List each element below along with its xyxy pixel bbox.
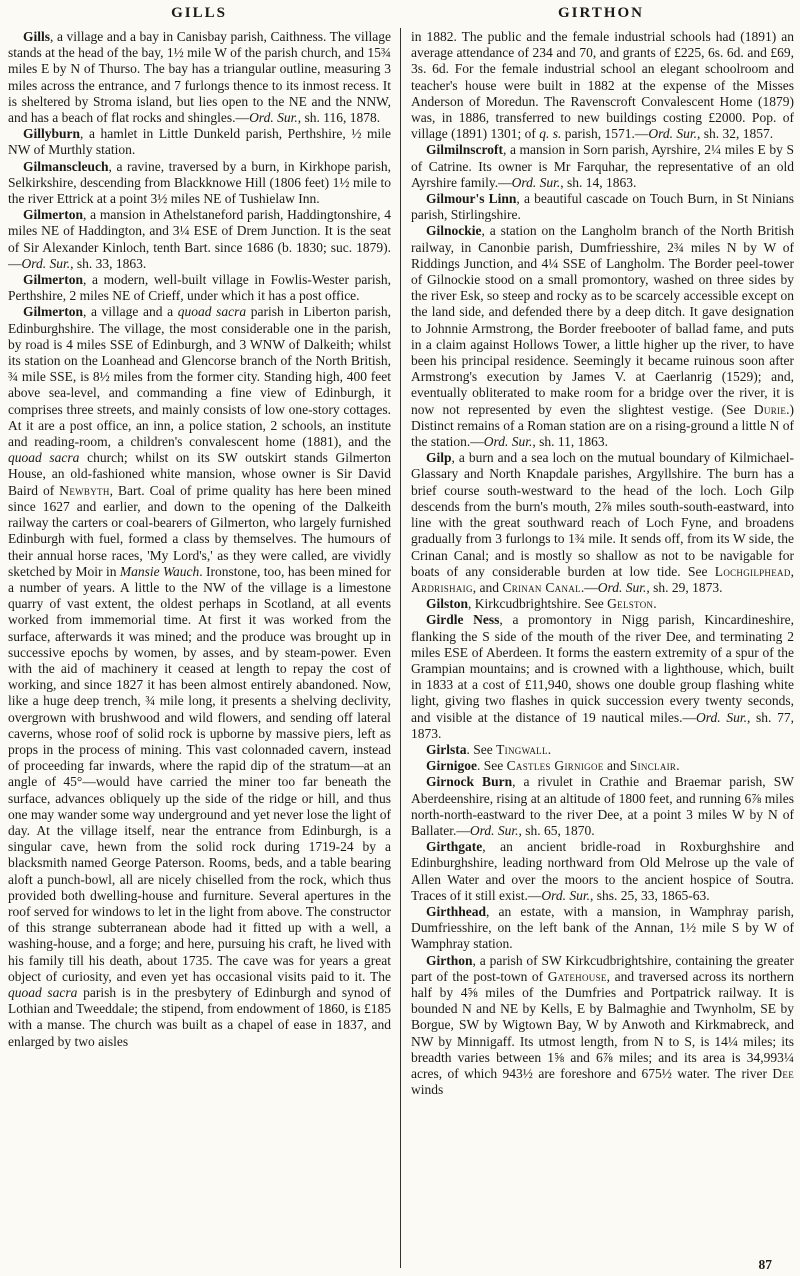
entry-paragraph: Girthhead, an estate, with a mansion, in Wamphray parish, Dumfriesshire, on the left bank of the Annan, 1½ mile S by W of Wamphray station.: [411, 903, 794, 952]
entry-paragraph: Gilnockie, a station on the Langholm branch of the North British railway, in Canonbie parish, Dumfriesshire, 2¾ miles N by W of Riddings Junction, and 4¼ SSE of Langholm. The Border peel-tower of Gilnockie stood on a small promontory, washed on three sides by the river Esk, so steep and rocky as to be scarcely accessible except on the land side, and defended there by a deep ditch. It gave designation to Johnnie Armstrong, the Border freebooter of ballad fame, and puts in a claim against Hollows Tower, a little higher up the river, to have been his principal residence. Seemingly it became ruinous soon after Armstrong's execution by James V. at Caerlanrig (1529); and, eventually obliterated to make room for a bridge over the river, it is now not represented by even the slightest vestige. (See Durie.) Distinct remains of a Roman station are on a rising-ground a little N of the station.—Ord. Sur., sh. 11, 1863.: [411, 223, 794, 450]
entry-paragraph: Gills, a village and a bay in Canisbay parish, Caithness. The village stands at the head of the bay, 1½ mile W of the parish church, and 15¾ miles E by N of Thurso. The bay has a triangular outline, measuring 3 miles across the entrance, and 7 furlongs thence to its inmost recess. It is sheltered by Stroma island, but lies open to the NE and the NNW, and has a beach of flat rocks and shingles.—Ord. Sur., sh. 116, 1878.: [8, 29, 391, 126]
entry-paragraph: Girthgate, an ancient bridle-road in Roxburghshire and Edinburghshire, leading northward from Old Melrose up the vale of Allen Water and over the moors to the ancient hospice of Soutra. Traces of it still exist.—Ord. Sur., shs. 25, 33, 1865-63.: [411, 839, 794, 903]
entry-paragraph: Gilmanscleuch, a ravine, traversed by a burn, in Kirkhope parish, Selkirkshire, descending from Blackknowe Hill (1806 feet) 1½ mile to the river Ettrick at a point 3½ miles NE of Tushielaw Inn.: [8, 158, 391, 207]
column-header-left: GILLS: [171, 5, 227, 21]
entry-paragraph: Girdle Ness, a promontory in Nigg parish, Kincardineshire, flanking the S side of the mouth of the river Dee, and terminating 2 miles ESE of Aberdeen. It forms the eastern extremity of a spur of the Grampian mountains; and is crowned with a lighthouse, which, built in 1833 at a cost of £11,940, shows one double group flashing white light, giving two flashes in quick succession every twenty seconds, and visible at the distance of 19 nautical miles.—Ord. Sur., sh. 77, 1873.: [411, 612, 794, 741]
page-number: 87: [758, 1257, 772, 1272]
entry-paragraph: Gilmerton, a mansion in Athelstaneford parish, Haddingtonshire, 4 miles NE of Haddington, and 3¼ ESE of Drem Junction. It is the seat of Sir Alexander Kinloch, tenth Bart. since 1686 (b. 1830; suc. 1879).—Ord. Sur., sh. 33, 1863.: [8, 207, 391, 271]
entry-paragraph: in 1882. The public and the female industrial schools had (1891) an average attendance of 234 and 70, and grants of £225, 6s. 6d. and £69, 3s. 6d. For the female industrial school an elegant schoolroom and teacher's house were built in 1882 at the expense of the Misses Anderson of Moredun. The Ravenscroft Convalescent Home (1879) was, in 1886, transferred to new buildings costing £2000. Pop. of village (1891) 1301; of q. s. parish, 1571.—Ord. Sur., sh. 32, 1857.: [411, 29, 794, 142]
entry-paragraph: Girlsta. See Tingwall.: [426, 741, 552, 757]
text-columns: [8, 29, 794, 1267]
entry-paragraph: Girnigoe. See Castles Girnigoe and Sinclair.: [426, 758, 680, 774]
column-right: [411, 29, 794, 1267]
entry-paragraph: Gilmour's Linn, a beautiful cascade on Touch Burn, in St Ninians parish, Stirlingshire.: [411, 191, 794, 223]
entry-paragraph: Gilston, Kirkcudbrightshire. See Gelston.: [426, 596, 657, 612]
entry-paragraph: Gilmilnscroft, a mansion in Sorn parish, Ayrshire, 2¼ miles E by S of Catrine. Its owner is Mr Farquhar, the representative of an old Ayrshire family.—Ord. Sur., sh. 14, 1863.: [411, 142, 794, 190]
entry-paragraph: Gilmerton, a modern, well-built village in Fowlis-Wester parish, Perthshire, 2 miles NE of Crieff, under which it has a post office.: [8, 272, 391, 304]
entry-paragraph: Gillyburn, a hamlet in Little Dunkeld parish, Perthshire, ½ mile NW of Murthly station.: [8, 126, 391, 158]
entry-paragraph: Girthon, a parish of SW Kirkcudbrightshire, containing the greater part of the post-town of Gatehouse, and traversed across its northern half by 4⅝ miles of the Dumfries and Portpatrick railway. It is bounded N and NE by Kells, E by Balmaghie and Twynholm, SE by Borgue, SW by Wigtown Bay, W by Anwoth and Kirkmabreck, and NW by Minnigaff. Its utmost length, from N to S, is 14¼ miles; its breadth varies between 1⅝ and 6⅞ miles; and its area is 34,993¼ acres, of which 943½ are foreshore and 675½ water. The river Dee winds: [411, 952, 794, 1098]
entry-paragraph: Gilmerton, a village and a quoad sacra parish in Liberton parish, Edinburghshire. The village, the most considerable one in the parish, by road is 4 miles SSE of Edinburgh, and 3 WNW of Dalkeith; whilst its station on the Loanhead and Glencorse branch of the North British, ¾ mile SSE, is 8½ miles from the former city. Standing high, 400 feet above sea-level, and commanding a fine view of Edinburgh, it comprises three streets, and mainly consists of low one-story cottages. At it are a post office, an inn, a police station, 2 schools, an institute and reading-room, a children's convalescent home (1881), and the quoad sacra church; whilst on its SW outskirt stands Gilmerton House, an old-fashioned white mansion, whose owner is Sir David Baird of Newbyth, Bart. Coal of prime quality has here been mined since 1627 and earlier, and down to the opening of the Dalkeith railway the carters or coal-bearers of Gilmerton, who largely furnished Edinburgh with fuel, formed a class by themselves. The humours of their annual horse races, 'My Lord's,' as they were called, are vividly sketched by Moir in Mansie Wauch. Ironstone, too, has been mined for a number of years. A little to the NW of the village is a limestone quarry of vast extent, the oldest perhaps in Scotland, at all events worked from immemorial time. At first it was worked from the surface, afterwards it was mined; and the produce was brought up in successive epochs by women, by asses, and by steam-power. Even with the aid of machinery it ceased at length to repay the cost of working, and since 1827 it has been almost entirely abandoned. Now, like a huge deep trench, ¾ mile long, it presents a shelving declivity, overgrown with brushwood and wild flowers, and sending off lateral caverns, whose roof of solid rock is upborne by massive piers, left as props in the process of mining. This vast colonnaded cavern, instead of proceeding far inwards, where the rapid dip of the stratum—at an angle of 45°—would have carried the miner too far beneath the surface, advances obliquely up the side of the ridge or hill, and thus one may wander some way underground and yet never lose the light of day. At the village itself, near the entrance from Edinburgh, is a singular cave, hewn from the solid rock during 1719-24 by a blacksmith named George Paterson. Rooms, beds, and a table bearing aloft a punch-bowl, all are nicely chiselled from the rock, which thus provided both dwelling-house and furniture. Several apertures in the roof served for windows to let in the light from above. The constructor of this strange subterranean abode had it fitted up with a well, a washing-house, and a forge; and here, pursuing his craft, he lived with his family till his death, about 1735. The cave was for years a great object of curiosity, and even yet has occasional visits paid to it. The quoad sacra parish is in the presbytery of Edinburgh and synod of Lothian and Tweeddale; the stipend, from endowment of 1860, is £185 with a manse. The church was built as a chapel of ease in 1837, and enlarged by two aisles: [8, 304, 391, 1049]
entry-paragraph: Girnock Burn, a rivulet in Crathie and Braemar parish, SW Aberdeenshire, rising at an altitude of 1800 feet, and running 6⅞ miles north-north-eastward to the river Dee, at a point 3 miles W by N of Ballater.—Ord. Sur., sh. 65, 1870.: [411, 774, 794, 838]
column-left: [8, 29, 391, 1267]
entry-paragraph: Gilp, a burn and a sea loch on the mutual boundary of Kilmichael-Glassary and North Knapdale parishes, Argyllshire. The burn has a brief course south-westward to the head of the loch. Loch Gilp descends from the burn's mouth, 2⅞ miles south-south-eastward, into line with the great southward reach of Loch Fyne, and broadens gradually from 3 furlongs to 1¾ mile. It sends off, from its W side, the Crinan Canal; and is mostly so shallow as not to be navigable for boats of any considerable burden at low tide. See Lochgilphead, Ardrishaig, and Crinan Canal.—Ord. Sur., sh. 29, 1873.: [411, 450, 794, 595]
column-header-right: GIRTHON: [558, 5, 644, 21]
